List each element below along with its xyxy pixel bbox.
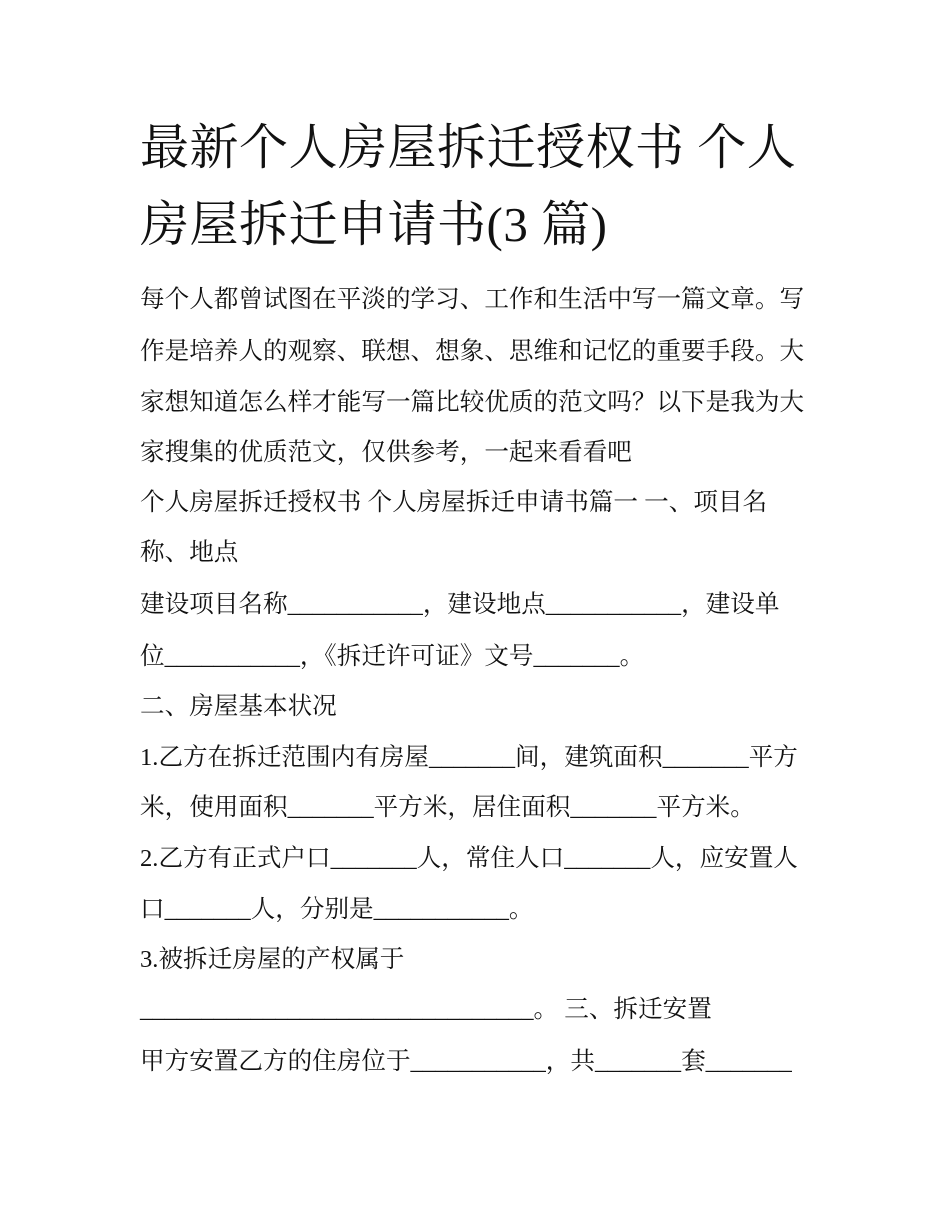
- document-title-line-1: 最新个人房屋拆迁授权书 个人: [140, 120, 797, 175]
- body-line: 1.乙方在拆迁范围内有房屋_______间，建筑面积_______平方: [140, 744, 798, 771]
- body-line: 2.乙方有正式户口_______人，常住人口_______人，应安置人: [140, 845, 798, 872]
- section-heading: 二、房屋基本状况: [140, 693, 337, 720]
- body-line: 口_______人，分别是___________。: [140, 896, 534, 923]
- document-title-line-2: 房屋拆迁申请书(3 篇): [140, 197, 608, 252]
- body-line: 每个人都曾试图在平淡的学习、工作和生活中写一篇文章。写: [140, 286, 805, 313]
- body-line: 位___________，《拆迁许可证》文号_______。: [140, 643, 645, 670]
- section-heading-line: 个人房屋拆迁授权书 个人房屋拆迁申请书篇一 一、项目名: [140, 489, 768, 516]
- body-line: 甲方安置乙方的住房位于___________，共_______套_______: [140, 1048, 792, 1075]
- body-line: 家搜集的优质范文，仅供参考，一起来看看吧: [140, 439, 632, 466]
- body-line: 作是培养人的观察、联想、想象、思维和记忆的重要手段。大: [140, 338, 805, 365]
- body-line: 建设项目名称___________，建设地点___________，建设单: [140, 591, 780, 618]
- body-line: 3.被拆迁房屋的产权属于: [140, 946, 405, 973]
- body-line: 称、地点: [140, 539, 239, 566]
- body-line: ________________________________。 三、拆迁安置: [140, 996, 712, 1023]
- body-line: 米，使用面积_______平方米，居住面积_______平方米。: [140, 794, 755, 821]
- body-line: 家想知道怎么样才能写一篇比较优质的范文吗？以下是我为大: [140, 389, 805, 416]
